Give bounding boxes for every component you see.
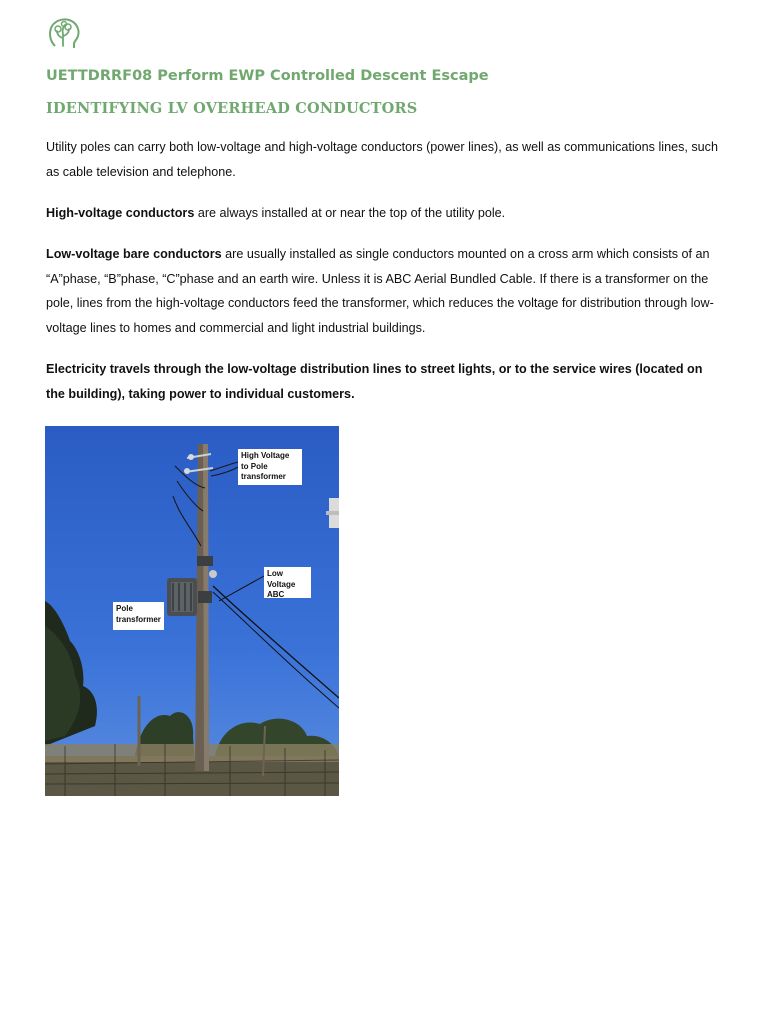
term-low-voltage: Low-voltage bare conductors bbox=[46, 247, 222, 261]
paragraph-low-voltage-text: are usually installed as single conductors mounted on a cross arm which consists of an “A”phase, “B”phase, “C”phase and an earth wire. Unless it is ABC Aerial Bundled Cable. If there is a transformer on the pole, lines from the high-voltage conductors feed the transformer, which reduces the voltage for distribution through low-voltage lines to homes and commercial and light industrial buildings. bbox=[46, 247, 714, 335]
utility-pole-photo bbox=[45, 426, 339, 796]
label-high-voltage: High Voltage to Pole transformer bbox=[238, 449, 302, 485]
paragraph-utility-poles: Utility poles can carry both low-voltage and high-voltage conductors (power lines), as well as communications lines, such as cable television and telephone. bbox=[46, 140, 718, 179]
label-pole-transformer: Pole transformer bbox=[113, 602, 164, 630]
paragraph-high-voltage-text: are always installed at or near the top of the utility pole. bbox=[194, 206, 506, 220]
label-low-voltage-abc: Low Voltage ABC bbox=[264, 567, 311, 598]
paragraph-high-voltage bbox=[46, 201, 722, 226]
paragraph-low-voltage bbox=[46, 242, 722, 340]
term-high-voltage: High-voltage conductors bbox=[46, 206, 195, 220]
course-title: UETTDRRF08 Perform EWP Controlled Descent Escape bbox=[46, 68, 489, 84]
tree-head-logo-icon bbox=[46, 16, 82, 50]
paragraph-electricity-travels: Electricity travels through the low-voltage distribution lines to street lights, or to the service wires (located on the building), taking power to individual customers. bbox=[46, 362, 703, 401]
section-title: IDENTIFYING LV OVERHEAD CONDUCTORS bbox=[46, 100, 418, 117]
